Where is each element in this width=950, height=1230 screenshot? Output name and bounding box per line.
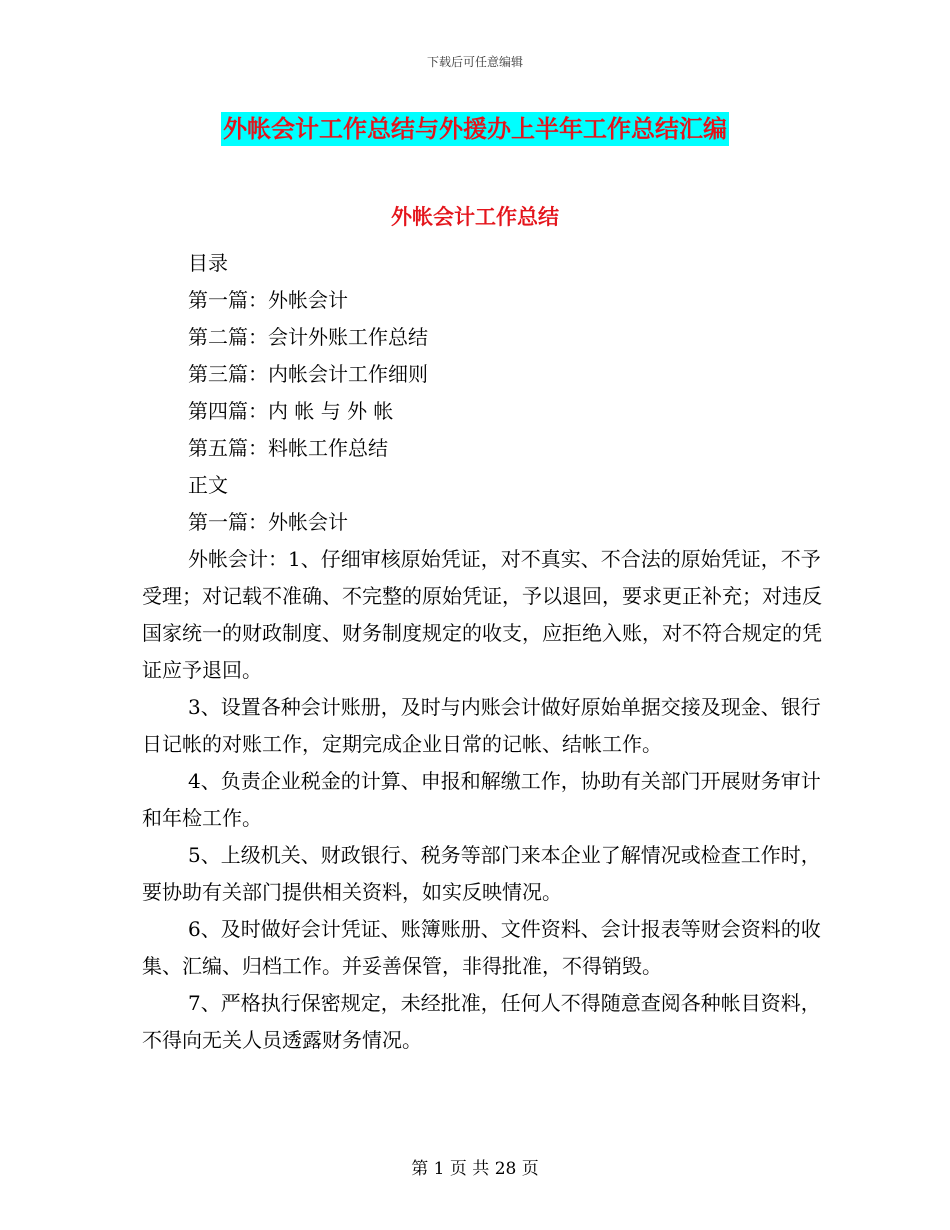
paragraph: 6、及时做好会计凭证、账簿账册、文件资料、会计报表等财会资料的收集、汇编、归档工作。并妥善保管，非得批准，不得销毁。 (142, 917, 821, 978)
toc-item: 第五篇：料帐工作总结 (188, 436, 388, 460)
toc-heading: 目录 (188, 251, 228, 275)
sub-title: 外帐会计工作总结 (391, 205, 559, 229)
paragraph: 3、设置各种会计账册，及时与内账会计做好原始单据交接及现金、银行日记帐的对账工作，定期完成企业日常的记帐、结帐工作。 (142, 695, 821, 756)
toc-item: 第三篇：内帐会计工作细则 (188, 362, 428, 386)
paragraph: 外帐会计：1、仔细审核原始凭证，对不真实、不合法的原始凭证，不予受理；对记载不准确、不完整的原始凭证，予以退回，要求更正补充；对违反国家统一的财政制度、财务制度规定的收支，应拒绝入账，对不符合规定的凭证应予退回。 (142, 547, 822, 682)
header-note: 下载后可任意编辑 (426, 55, 523, 69)
toc-item: 第一篇：外帐会计 (188, 288, 348, 312)
document-body (142, 245, 822, 1059)
paragraph: 5、上级机关、财政银行、税务等部门来本企业了解情况或检查工作时，要协助有关部门提供相关资料，如实反映情况。 (142, 843, 821, 904)
main-title: 外帐会计工作总结与外援办上半年工作总结汇编 (221, 112, 729, 146)
body-heading: 正文 (188, 473, 228, 497)
paragraph: 4、负责企业税金的计算、申报和解缴工作，协助有关部门开展财务审计和年检工作。 (142, 769, 821, 830)
section-heading: 第一篇：外帐会计 (188, 510, 348, 534)
paragraph: 7、严格执行保密规定，未经批准，任何人不得随意查阅各种帐目资料，不得向无关人员透露财务情况。 (142, 991, 821, 1052)
toc-item: 第四篇：内 帐 与 外 帐 (188, 399, 394, 423)
page-footer: 第 1 页 共 28 页 (411, 1159, 539, 1179)
toc-item: 第二篇：会计外账工作总结 (188, 325, 428, 349)
main-title-wrap (0, 112, 950, 146)
